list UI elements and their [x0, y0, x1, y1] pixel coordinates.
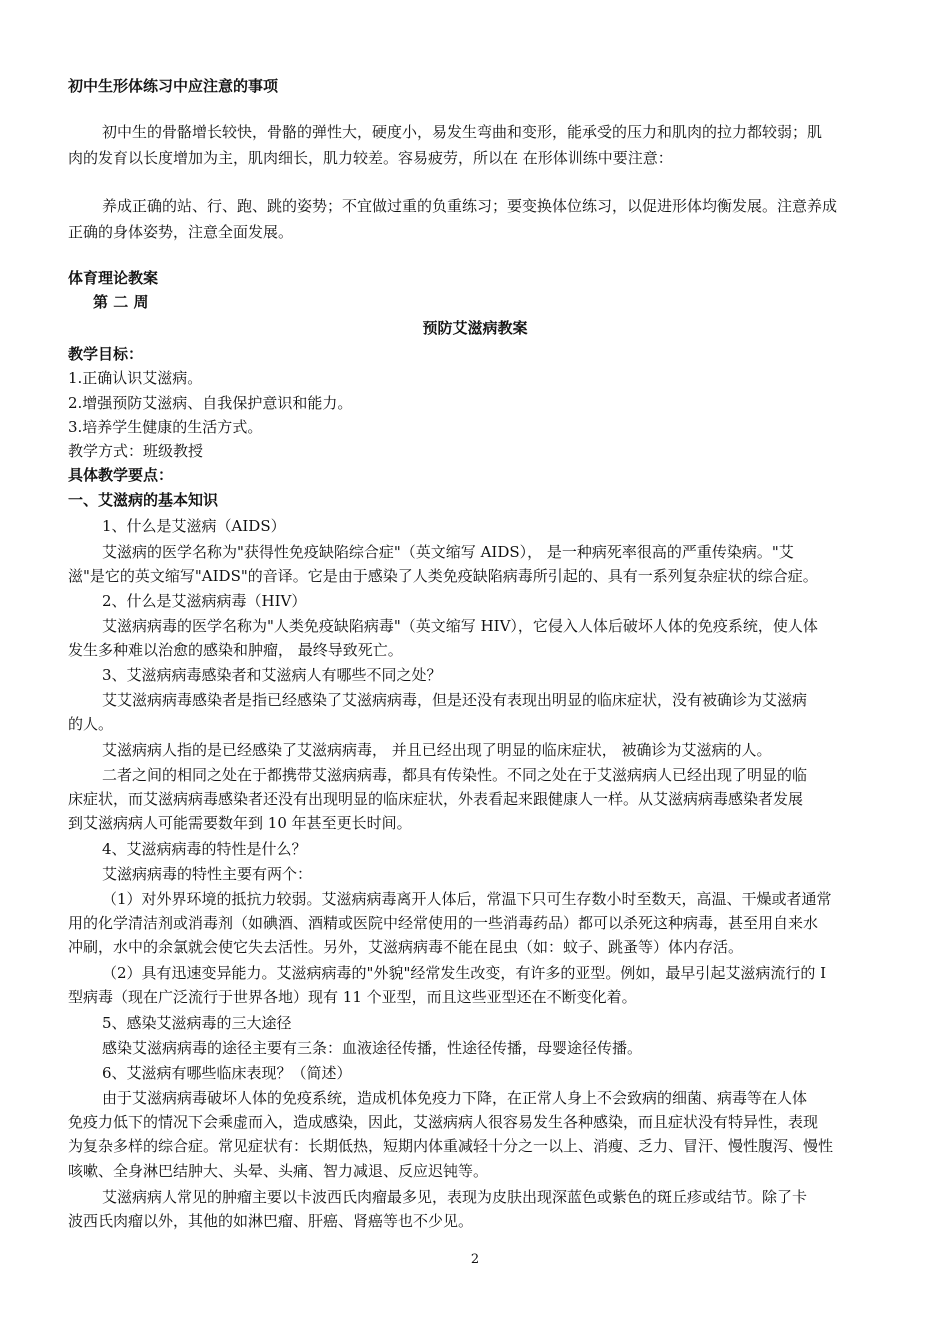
body-line: 感染艾滋病病毒的途径主要有三条：血液途径传播，性途径传播，母婴途径传播。	[102, 1039, 643, 1057]
section2-heading: 体育理论教案	[68, 269, 159, 287]
body-line: 艾滋病病人指的是已经感染了艾滋病病毒， 并且已经出现了明显的临床症状， 被确诊为艾滋病的人。	[102, 741, 772, 759]
body-line: （1）对外界环境的抵抗力较弱。艾滋病病毒离开人体后，常温下只可生存数小时至数天，高温、干燥或者通常	[102, 890, 832, 908]
body-line: 滋"是它的英文缩写"AIDS"的音译。它是由于感染了人类免疫缺陷病毒所引起的、具有一系列复杂症状的综合症。	[68, 567, 818, 585]
section1-title: 初中生形体练习中应注意的事项	[68, 77, 279, 95]
body-line: 艾滋病的医学名称为"获得性免疫缺陷综合症"（英文缩写 AIDS）， 是一种病死率很高的严重传染病。"艾	[102, 543, 794, 561]
section1-para2-line1: 养成正确的站、行、跑、跳的姿势；不宜做过重的负重练习；要变换体位练习，以促进形体均衡发展。注意养成	[102, 197, 838, 215]
teaching-method: 教学方式：班级教授	[68, 442, 204, 460]
section1-para1-line1: 初中生的骨骼增长较快，骨骼的弹性大，硬度小，易发生弯曲和变形，能承受的压力和肌肉的拉力都较弱；肌	[102, 123, 823, 141]
goal-item: 3.培养学生健康的生活方式。	[68, 418, 263, 436]
body-line: 型病毒（现在广泛流行于世界各地）现有 11 个亚型，而且这些亚型还在不断变化着。	[68, 988, 637, 1006]
subheading: 5、感染艾滋病毒的三大途径	[102, 1014, 292, 1032]
body-line: 冲刷，水中的余氯就会使它失去活性。另外，艾滋病病毒不能在昆虫（如：蚊子、跳蚤等）体内存活。	[68, 938, 744, 956]
part1-heading: 一、艾滋病的基本知识	[68, 491, 219, 509]
goals-heading: 教学目标：	[68, 345, 144, 363]
body-line: 咳嗽、全身淋巴结肿大、头晕、头痛、智力减退、反应迟钝等。	[68, 1162, 489, 1180]
body-line: 艾滋病病毒的特性主要有两个：	[102, 865, 313, 883]
body-line: 艾滋病病人常见的肿瘤主要以卡波西氏肉瘤最多见，表现为皮肤出现深蓝色或紫色的斑丘疹或结节。除了卡	[102, 1188, 808, 1206]
body-line: 艾艾滋病病毒感染者是指已经感染了艾滋病病毒，但是还没有表现出明显的临床症状，没有被确诊为艾滋病	[102, 691, 808, 709]
body-line: 为复杂多样的综合症。常见症状有：长期低热，短期内体重减轻十分之一以上、消瘦、乏力、冒汗、慢性腹泻、慢性	[68, 1137, 834, 1155]
subheading: 1、什么是艾滋病（AIDS）	[102, 517, 286, 535]
points-heading: 具体教学要点：	[68, 466, 174, 484]
goal-item: 2.增强预防艾滋病、自我保护意识和能力。	[68, 394, 353, 412]
week-label: 第 二 周	[93, 293, 149, 311]
body-line: 二者之间的相同之处在于都携带艾滋病病毒，都具有传染性。不同之处在于艾滋病病人已经出现了明显的临	[102, 766, 808, 784]
section1-para1-line2: 肉的发育以长度增加为主，肌肉细长，肌力较差。容易疲劳，所以在 在形体训练中要注意：	[68, 149, 673, 167]
body-line: 艾滋病病毒的医学名称为"人类免疫缺陷病毒"（英文缩写 HIV），它侵入人体后破坏人体的免疫系统，使人体	[102, 617, 818, 635]
body-line: 免疫力低下的情况下会乘虚而入，造成感染，因此，艾滋病病人很容易发生各种感染，而且症状没有特异性，表现	[68, 1113, 819, 1131]
goal-item: 1.正确认识艾滋病。	[68, 369, 203, 387]
body-line: （2）具有迅速变异能力。艾滋病病毒的"外貌"经常发生改变，有许多的亚型。例如，最早引起艾滋病流行的 I	[102, 964, 827, 982]
body-line: 发生多种难以治愈的感染和肿瘤， 最终导致死亡。	[68, 641, 403, 659]
body-line: 由于艾滋病病毒破坏人体的免疫系统，造成机体免疫力下降，在正常人身上不会致病的细菌、病毒等在人体	[102, 1089, 808, 1107]
page-number: 2	[470, 1252, 480, 1267]
body-line: 用的化学清洁剂或消毒剂（如碘酒、酒精或医院中经常使用的一些消毒药品）都可以杀死这种病毒，甚至用自来水	[68, 914, 819, 932]
lesson-title: 预防艾滋病教案	[422, 319, 528, 337]
body-line: 到艾滋病病人可能需要数年到 10 年甚至更长时间。	[68, 814, 412, 832]
subheading: 4、艾滋病病毒的特性是什么？	[102, 840, 307, 858]
section1-para2-line2: 正确的身体姿势，注意全面发展。	[68, 223, 294, 241]
body-line: 波西氏肉瘤以外，其他的如淋巴瘤、肝癌、肾癌等也不少见。	[68, 1212, 474, 1230]
subheading: 2、什么是艾滋病病毒（HIV）	[102, 592, 307, 610]
body-line: 床症状，而艾滋病病毒感染者还没有出现明显的临床症状，外表看起来跟健康人一样。从艾滋病病毒感染者发展	[68, 790, 804, 808]
subheading: 6、艾滋病有哪些临床表现？（简述）	[102, 1064, 352, 1082]
body-line: 的人。	[68, 715, 114, 733]
subheading: 3、艾滋病病毒感染者和艾滋病人有哪些不同之处？	[102, 666, 442, 684]
